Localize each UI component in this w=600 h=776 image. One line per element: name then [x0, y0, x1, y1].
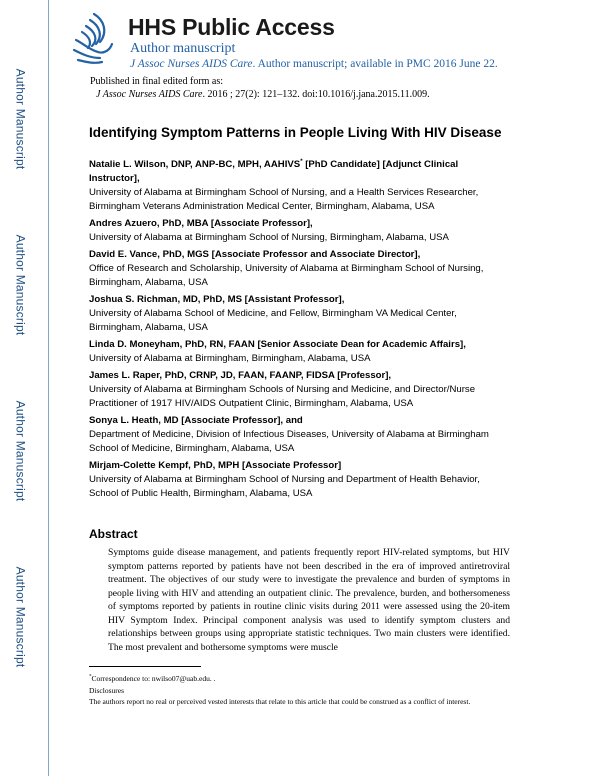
manuscript-label: Author manuscript	[130, 41, 236, 56]
side-label-3: Author Manuscript	[13, 400, 27, 502]
author-affiliation: Office of Research and Scholarship, University of Alabama at Birmingham School of Nursing, Birmingham, Alabama, USA	[89, 263, 484, 289]
correspondence-footnote	[89, 674, 215, 683]
abstract-text: Symptoms guide disease management, and patients frequently report HIV-related symptoms, but HIV symptom patterns reported by patients have not been described in the era of improved antiretroviral treatment. The objectives of our study were to investigate the prevalence and burden of symptoms in people living with HIV and attending an outpatient clinic. The prevalence, burden, and bothersomeness of symptoms reported by patients in routine clinic visits during 2011 were assessed using the 20-item HIV Symptom Index. Principal component analysis was used to identify symptom clusters and relationships between groups using appropriate statistic techniques. Two main clusters were identified. The most prevalent and bothersome symptoms were muscle	[108, 547, 510, 653]
author-entry	[89, 217, 509, 245]
author-entry	[89, 155, 509, 214]
author-name: Andres Azuero, PhD, MBA	[89, 218, 209, 230]
disclosures-label: Disclosures	[89, 686, 124, 695]
author-affiliation: Department of Medicine, Division of Infectious Diseases, University of Alabama at Birmingham School of Medicine, Birmingham, Alabama, USA	[89, 429, 489, 455]
author-role: [Associate Professor],	[208, 218, 313, 230]
margin-rule	[48, 0, 49, 776]
hhs-title: HHS Public Access	[128, 14, 335, 40]
author-name: Joshua S. Richman, MD, PhD, MS	[89, 294, 242, 306]
author-list	[89, 155, 509, 504]
author-affiliation: University of Alabama School of Medicine, and Fellow, Birmingham VA Medical Center, Birmingham, Alabama, USA	[89, 308, 457, 334]
author-affiliation: University of Alabama at Birmingham School of Nursing, and a Health Services Researcher, Birmingham Veterans Administration Medical Center, Birmingham, Alabama, USA	[89, 187, 479, 213]
manuscript-citation	[130, 58, 498, 70]
author-entry	[89, 248, 509, 290]
author-role: [Professor],	[334, 370, 392, 382]
author-role: [Associate Professor]	[239, 460, 342, 472]
abstract-heading: Abstract	[89, 527, 138, 541]
correspondence-text: Correspondence to: nwilso07@uab.edu. .	[91, 674, 216, 683]
published-journal: J Assoc Nurses AIDS Care	[96, 89, 203, 100]
author-entry	[89, 293, 509, 335]
side-label-1: Author Manuscript	[13, 68, 27, 170]
footnote-divider	[89, 666, 201, 667]
author-affiliation: University of Alabama at Birmingham, Birmingham, Alabama, USA	[89, 353, 371, 365]
author-name: David E. Vance, PhD, MGS	[89, 249, 209, 261]
author-name: Linda D. Moneyham, PhD, RN, FAAN	[89, 339, 255, 351]
published-label: Published in final edited form as:	[90, 76, 224, 87]
correspondence-marker: *	[89, 674, 92, 680]
author-affiliation: University of Alabama at Birmingham Schools of Nursing and Medicine, and Director/Nurse Practitioner of 1917 HIV/AIDS Outpatient Clinic, Birmingham, Alabama, USA	[89, 384, 476, 410]
author-name: Sonya L. Heath, MD	[89, 415, 179, 427]
author-entry	[89, 414, 509, 456]
hhs-eagle-icon	[70, 10, 114, 68]
side-label-4: Author Manuscript	[13, 566, 27, 668]
author-entry	[89, 369, 509, 411]
published-details: . 2016 ; 27(2): 121–132. doi:10.1016/j.jana.2015.11.009.	[202, 89, 430, 100]
availability-note: . Author manuscript; available in PMC 2016 June 22.	[252, 58, 498, 70]
author-name: Mirjam-Colette Kempf, PhD, MPH	[89, 460, 240, 472]
author-role: [Associate Professor and Associate Director],	[208, 249, 421, 261]
side-label-2: Author Manuscript	[13, 234, 27, 336]
disclosures-text: The authors report no real or perceived vested interests that relate to this article that could be construed as a conflict of interest.	[89, 697, 471, 706]
author-role: [Assistant Professor],	[242, 294, 345, 306]
journal-name: J Assoc Nurses AIDS Care	[130, 58, 253, 70]
published-citation	[96, 89, 430, 100]
author-affiliation: University of Alabama at Birmingham School of Nursing, Birmingham, Alabama, USA	[89, 232, 449, 244]
author-role: [Associate Professor], and	[178, 415, 303, 427]
author-name: James L. Raper, PhD, CRNP, JD, FAAN, FAANP, FIDSA	[89, 370, 335, 382]
author-entry	[89, 459, 509, 501]
author-footnote-marker: *	[300, 159, 303, 165]
author-affiliation: University of Alabama at Birmingham School of Nursing and Department of Health Behavior, School of Public Health, Birmingham, Alabama, USA	[89, 474, 480, 500]
author-name: Natalie L. Wilson, DNP, ANP-BC, MPH, AAHIVS	[89, 159, 301, 171]
author-entry	[89, 338, 509, 366]
author-role: [PhD Candidate] [Adjunct Clinical Instructor],	[89, 159, 459, 185]
author-role: [Senior Associate Dean for Academic Affairs],	[254, 339, 466, 351]
paper-title: Identifying Symptom Patterns in People Living With HIV Disease	[89, 125, 502, 140]
